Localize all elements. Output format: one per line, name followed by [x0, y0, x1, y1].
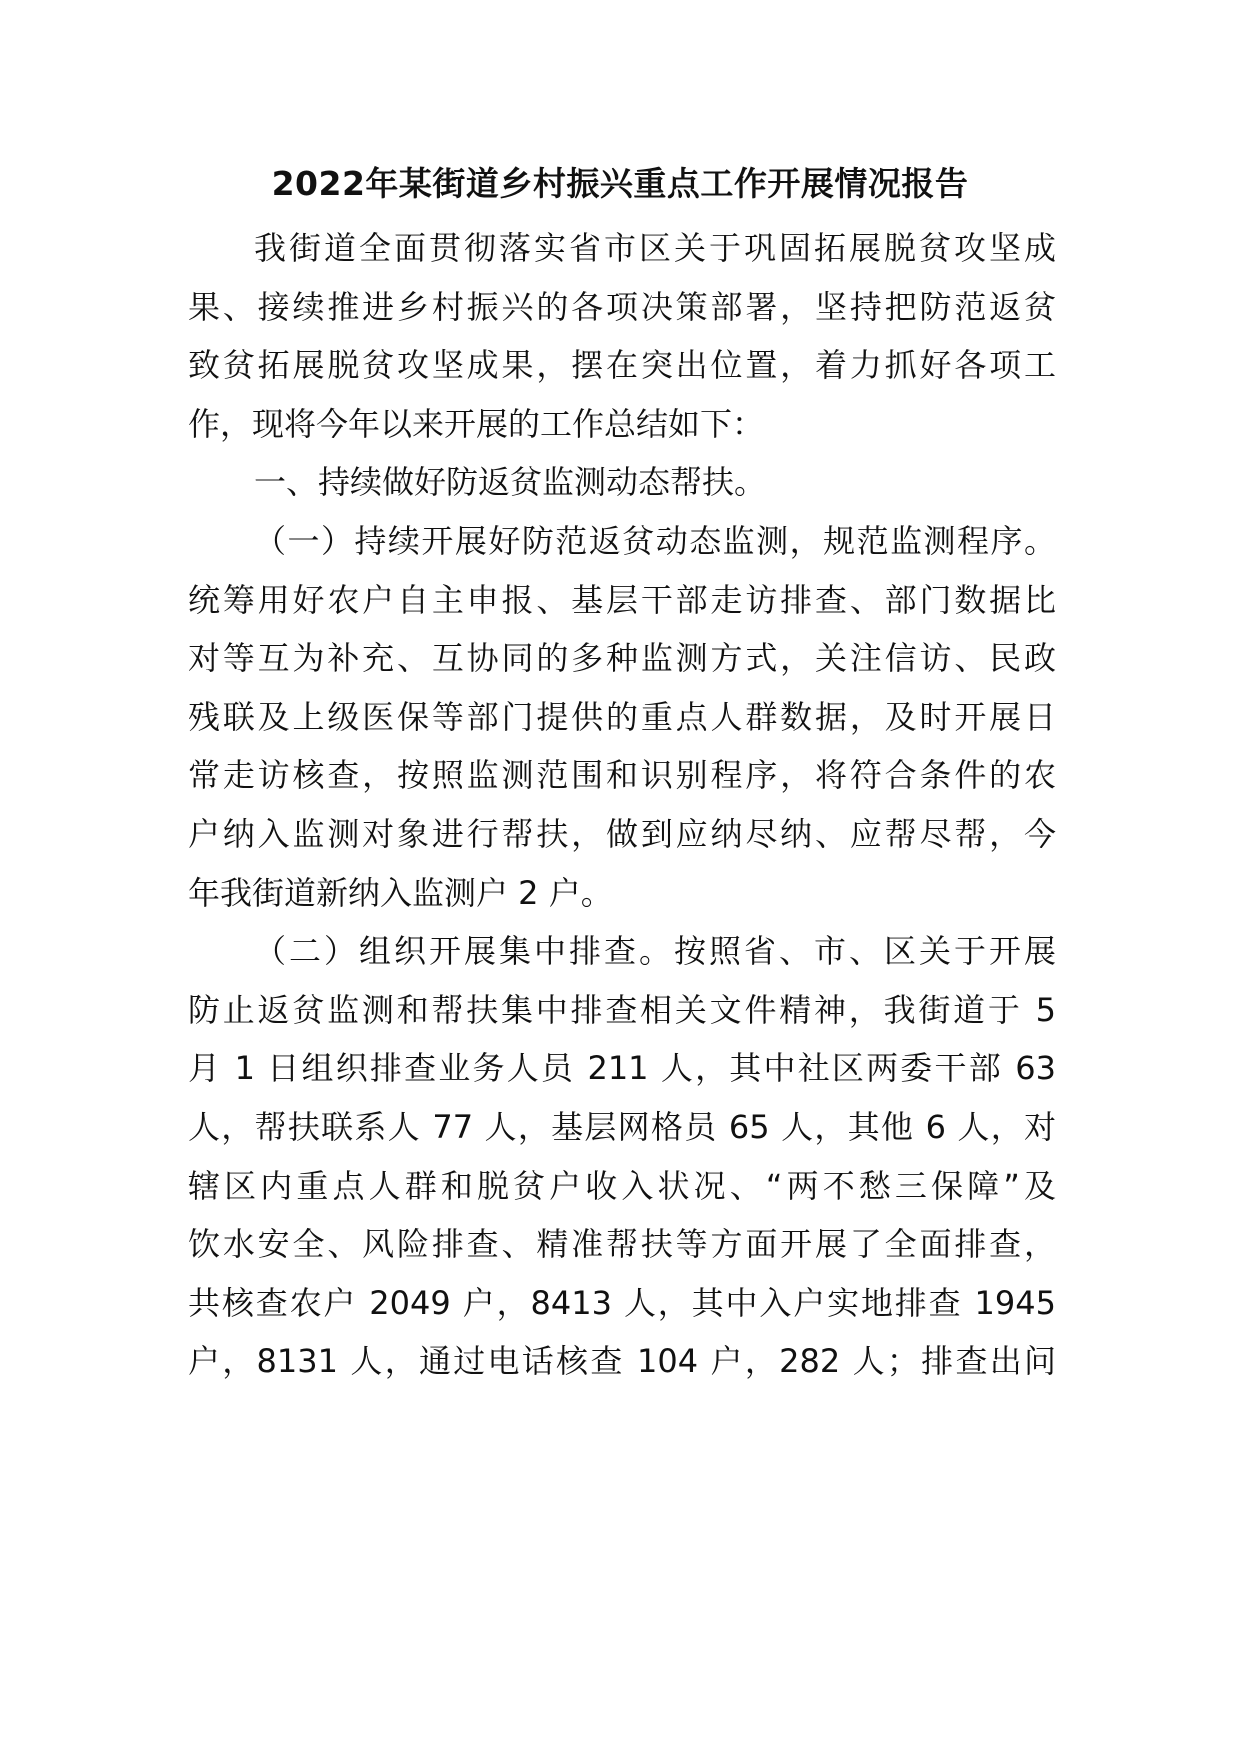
- body-text-line: 饮水安全、风险排查、精准帮扶等方面开展了全面排查，: [188, 1225, 1056, 1263]
- body-text-line: （一）持续开展好防范返贫动态监测，规范监测程序。: [254, 522, 1056, 560]
- body-text-line: 户，8131 人，通过电话核查 104 户，282 人；排查出问: [188, 1342, 1056, 1380]
- body-text-line: 我街道全面贯彻落实省市区关于巩固拓展脱贫攻坚成: [254, 229, 1056, 267]
- body-text-line: 一、持续做好防返贫监测动态帮扶。: [254, 463, 767, 501]
- body-text-line: 致贫拓展脱贫攻坚成果，摆在突出位置，着力抓好各项工: [188, 346, 1056, 384]
- body-text-line: 常走访核查，按照监测范围和识别程序，将符合条件的农: [188, 756, 1056, 794]
- body-text-line: 年我街道新纳入监测户 2 户。: [188, 874, 613, 912]
- document-title: 2022年某街道乡村振兴重点工作开展情况报告: [271, 164, 969, 203]
- body-text-line: 防止返贫监测和帮扶集中排查相关文件精神，我街道于 5: [188, 991, 1056, 1029]
- body-text-line: 果、接续推进乡村振兴的各项决策部署，坚持把防范返贫: [188, 288, 1056, 326]
- body-text-line: 人，帮扶联系人 77 人，基层网格员 65 人，其他 6 人，对: [188, 1108, 1056, 1146]
- body-text-line: 共核查农户 2049 户，8413 人，其中入户实地排查 1945: [188, 1284, 1056, 1322]
- body-text-line: （二）组织开展集中排查。按照省、市、区关于开展: [254, 932, 1056, 970]
- body-text-line: 作，现将今年以来开展的工作总结如下：: [188, 405, 765, 443]
- body-text-line: 统筹用好农户自主申报、基层干部走访排查、部门数据比: [188, 581, 1056, 619]
- body-text-line: 对等互为补充、互协同的多种监测方式，关注信访、民政: [188, 639, 1056, 677]
- body-text-line: 辖区内重点人群和脱贫户收入状况、“两不愁三保障”及: [188, 1167, 1056, 1205]
- body-text-line: 残联及上级医保等部门提供的重点人群数据，及时开展日: [188, 698, 1056, 736]
- body-text-line: 户纳入监测对象进行帮扶，做到应纳尽纳、应帮尽帮，今: [188, 815, 1056, 853]
- body-text-line: 月 1 日组织排查业务人员 211 人，其中社区两委干部 63: [188, 1049, 1056, 1087]
